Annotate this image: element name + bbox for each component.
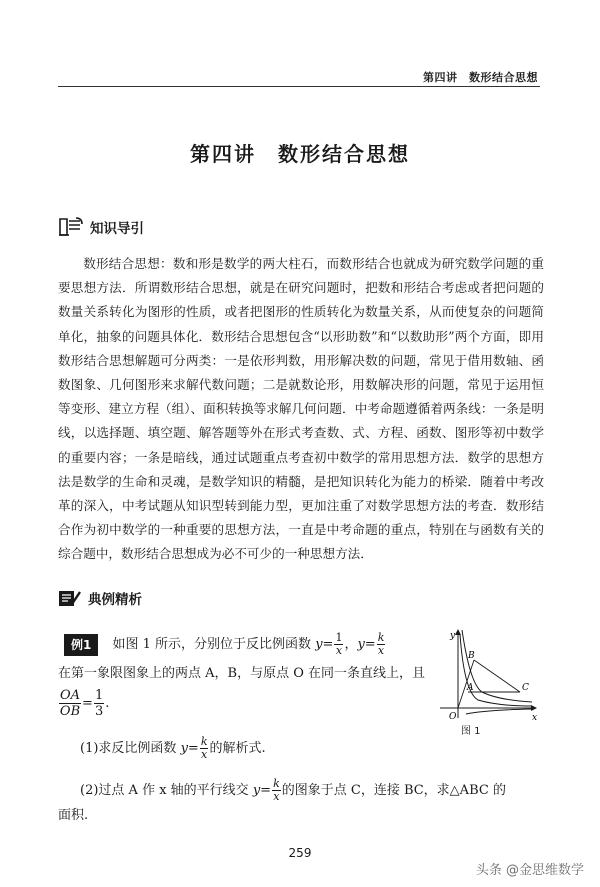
fraction-k-over-x: $\frac{k}{x}$ (273, 777, 280, 803)
question-1: (1)求反比例函数 y= $\frac{k}{x}$ 的解析式. (80, 735, 266, 761)
example-text: 如图 1 所示，分别位于反比例函数 (112, 637, 312, 652)
point-b-label: B (468, 651, 475, 661)
page-title: 第四讲 数形结合思想 (190, 142, 410, 166)
ratio-oa-ob: $\frac{OA}{OB}$ (59, 688, 81, 719)
section-examples-label: 典例精析 (88, 592, 142, 608)
point-c-label: C (522, 683, 529, 693)
section-knowledge (58, 216, 144, 238)
y-axis-label: y (450, 631, 456, 641)
origin-label: O (449, 712, 457, 722)
running-header: 第四讲 数形结合思想 (423, 71, 538, 84)
figure-caption: 图 1 (461, 726, 481, 737)
fraction-one-third: $\frac{1}{3}$ (94, 688, 104, 719)
notebook-icon (58, 217, 84, 237)
formula-lhs: y= (357, 637, 376, 652)
point-a-label: A (467, 683, 474, 693)
fraction-1-over-x: $\frac{1}{x}$ (335, 631, 343, 657)
figure-1 (436, 626, 540, 726)
section-examples (58, 587, 142, 609)
example-line-3: $\frac{OA}{OB}$ = $\frac{1}{3}$ . (59, 688, 110, 719)
intro-text (58, 252, 544, 567)
x-axis-label: x (532, 713, 538, 722)
example-line-2: 在第一象限图象上的两点 A，B，与原点 O 在同一条直线上，且 (58, 666, 425, 681)
section-knowledge-label: 知识导引 (90, 221, 144, 237)
fraction-k-over-x: $\frac{k}{x}$ (200, 735, 208, 761)
formula-lhs: y= (315, 637, 334, 652)
header-rule (58, 86, 540, 87)
intro-paragraph: 数形结合思想：数和形是数学的两大柱石，而数形结合也就成为研究数学问题的重要思想方法．所谓数形结合思想，就是在研究问题时，把数和形结合考虑或者把问题的数量关系转化为图形的性质，或者把图形的性质转化为数量关系，从而使复杂的问题简单化，抽象的问题具体化．数形结合思想包含“以形助数”和“以数助形”两个方面，即用数形结合思想解题可分两类：一是依形判数，用形解决数的问题，常见于借用数轴、函数图象、几何图形来求解代数问题；二是就数论形，用数解决形的问题，常见于运用恒等变形、建立方程（组）、面积转换等求解几何问题．中考命题遵循着两条线：一条是明线，以选择题、填空题、解答题等外在形式考查数、式、方程、函数、图形等初中数学的重要内容；一条是暗线，通过试题重点考查初中数学的常用思想方法．数学的思想方法是数学的生命和灵魂，是数学知识的精髓，是把知识转化为能力的桥梁．随着中考改革的深入，中考试题从知识型转到能力型，更加注重了对数学思想方法的考查．数形结合作为初中数学的一种重要的思想方法，一直是中考命题的重点，特别在与函数有关的综合题中，数形结合思想成为必不可少的一种思想方法． (58, 256, 544, 562)
fraction-k-over-x: $\frac{k}{x}$ (377, 631, 385, 657)
watermark: 头条 @金思维数学 (475, 863, 584, 878)
pen-notebook-icon (58, 588, 82, 608)
question-2: (2)过点 A 作 x 轴的平行线交 y= $\frac{k}{x}$ 的图象于点 C，连接 BC，求△ABC 的 (80, 777, 506, 803)
example-badge: 例1 (64, 634, 98, 656)
question-2-cont: 面积. (58, 808, 89, 823)
page-number: 259 (288, 846, 312, 860)
example-line-1: 例1 如图 1 所示，分别位于反比例函数 y= $\frac{1}{x}$ ，y= $\frac{k}{x}$ (58, 632, 386, 657)
